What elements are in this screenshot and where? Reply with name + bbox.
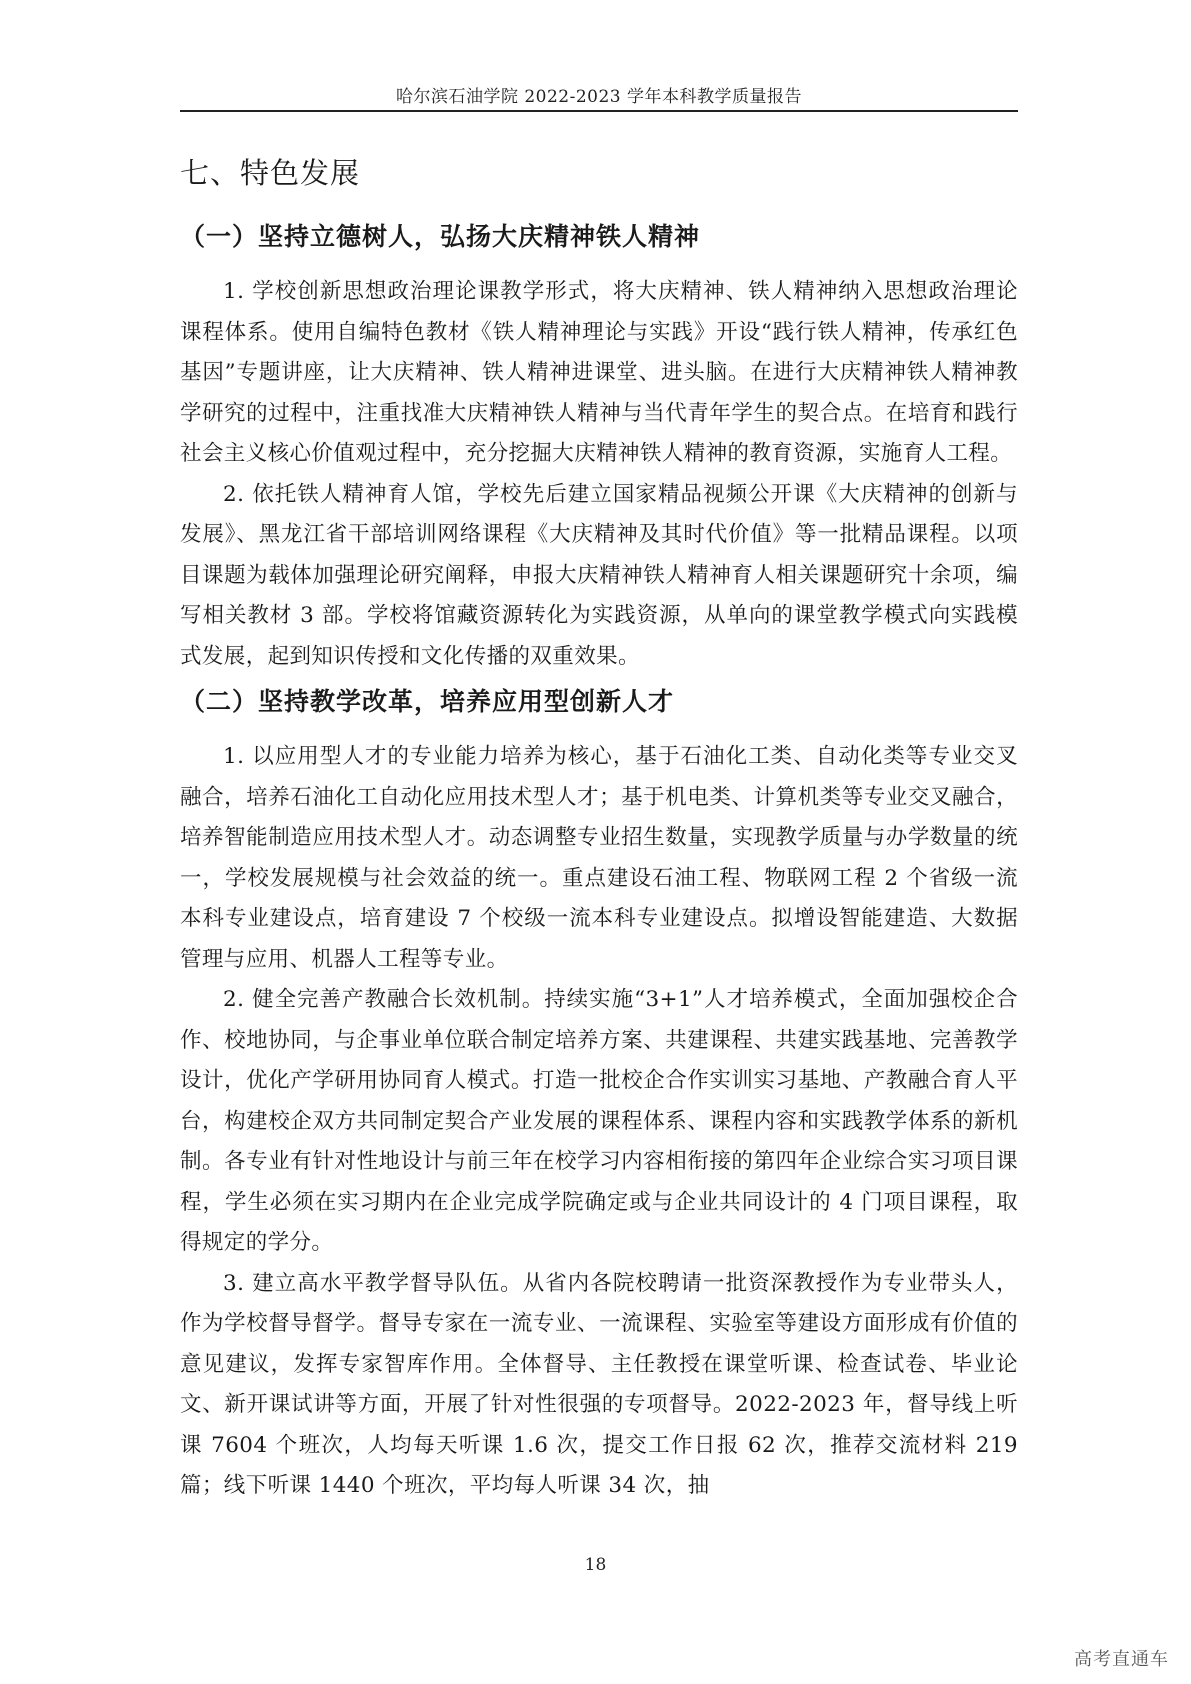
section-1-paragraph-1: 1. 学校创新思想政治理论课教学形式，将大庆精神、铁人精神纳入思想政治理论课程体系。使用自编特色教材《铁人精神理论与实践》开设“践行铁人精神，传承红色基因”专题讲座，让大庆精神、铁人精神进课堂、进头脑。在进行大庆精神铁人精神教学研究的过程中，注重找准大庆精神铁人精神与当代青年学生的契合点。在培育和践行社会主义核心价值观过程中，充分挖掘大庆精神铁人精神的教育资源，实施育人工程。 — [180, 279, 1018, 466]
chapter-title: 七、特色发展 — [180, 156, 361, 190]
page-number: 18 — [584, 1555, 607, 1575]
section-2-paragraph-3: 3. 建立高水平教学督导队伍。从省内各院校聘请一批资深教授作为专业带头人，作为学校督导督学。督导专家在一流专业、一流课程、实验室等建设方面形成有价值的意见建议，发挥专家智库作用。全体督导、主任教授在课堂听课、检查试卷、毕业论文、新开课试讲等方面，开展了针对性很强的专项督导。2022-2023 年，督导线上听课 7604 个班次，人均每天听课 1.6 次，提交工作日报 62 次，推荐交流材料 219 篇；线下听课 1440 个班次，平均每人听课 34 次，抽 — [180, 1270, 1018, 1498]
section-2-paragraph-1: 1. 以应用型人才的专业能力培养为核心，基于石油化工类、自动化类等专业交叉融合，培养石油化工自动化应用技术型人才；基于机电类、计算机类等专业交叉融合，培养智能制造应用技术型人才。动态调整专业招生数量，实现教学质量与办学数量的统一，学校发展规模与社会效益的统一。重点建设石油工程、物联网工程 2 个省级一流本科专业建设点，培育建设 7 个校级一流本科专业建设点。拟增设智能建造、大数据管理与应用、机器人工程等专业。 — [180, 744, 1018, 972]
section-2-paragraph-2: 2. 健全完善产教融合长效机制。持续实施“3+1”人才培养模式，全面加强校企合作、校地协同，与企事业单位联合制定培养方案、共建课程、共建实践基地、完善教学设计，优化产学研用协同育人模式。打造一批校企合作实训实习基地、产教融合育人平台，构建校企双方共同制定契合产业发展的课程体系、课程内容和实践教学体系的新机制。各专业有针对性地设计与前三年在校学习内容相衔接的第四年企业综合实习项目课程，学生必须在实习期内在企业完成学院确定或与企业共同设计的 4 门项目课程，取得规定的学分。 — [180, 987, 1018, 1255]
header-rule — [180, 110, 1018, 112]
section-title-2: （二）坚持教学改革，培养应用型创新人才 — [180, 687, 675, 716]
page-content — [180, 150, 1018, 1507]
watermark-text: 高考直通车 — [1074, 1649, 1169, 1670]
section-title-1: （一）坚持立德树人，弘扬大庆精神铁人精神 — [180, 222, 701, 251]
section-1-paragraph-2: 2. 依托铁人精神育人馆，学校先后建立国家精品视频公开课《大庆精神的创新与发展》、黑龙江省干部培训网络课程《大庆精神及其时代价值》等一批精品课程。以项目课题为载体加强理论研究阐释，申报大庆精神铁人精神育人相关课题研究十余项，编写相关教材 3 部。学校将馆藏资源转化为实践资源，从单向的课堂教学模式向实践模式发展，起到知识传授和文化传播的双重效果。 — [180, 481, 1018, 669]
running-header: 哈尔滨石油学院 2022-2023 学年本科教学质量报告 — [395, 87, 803, 107]
